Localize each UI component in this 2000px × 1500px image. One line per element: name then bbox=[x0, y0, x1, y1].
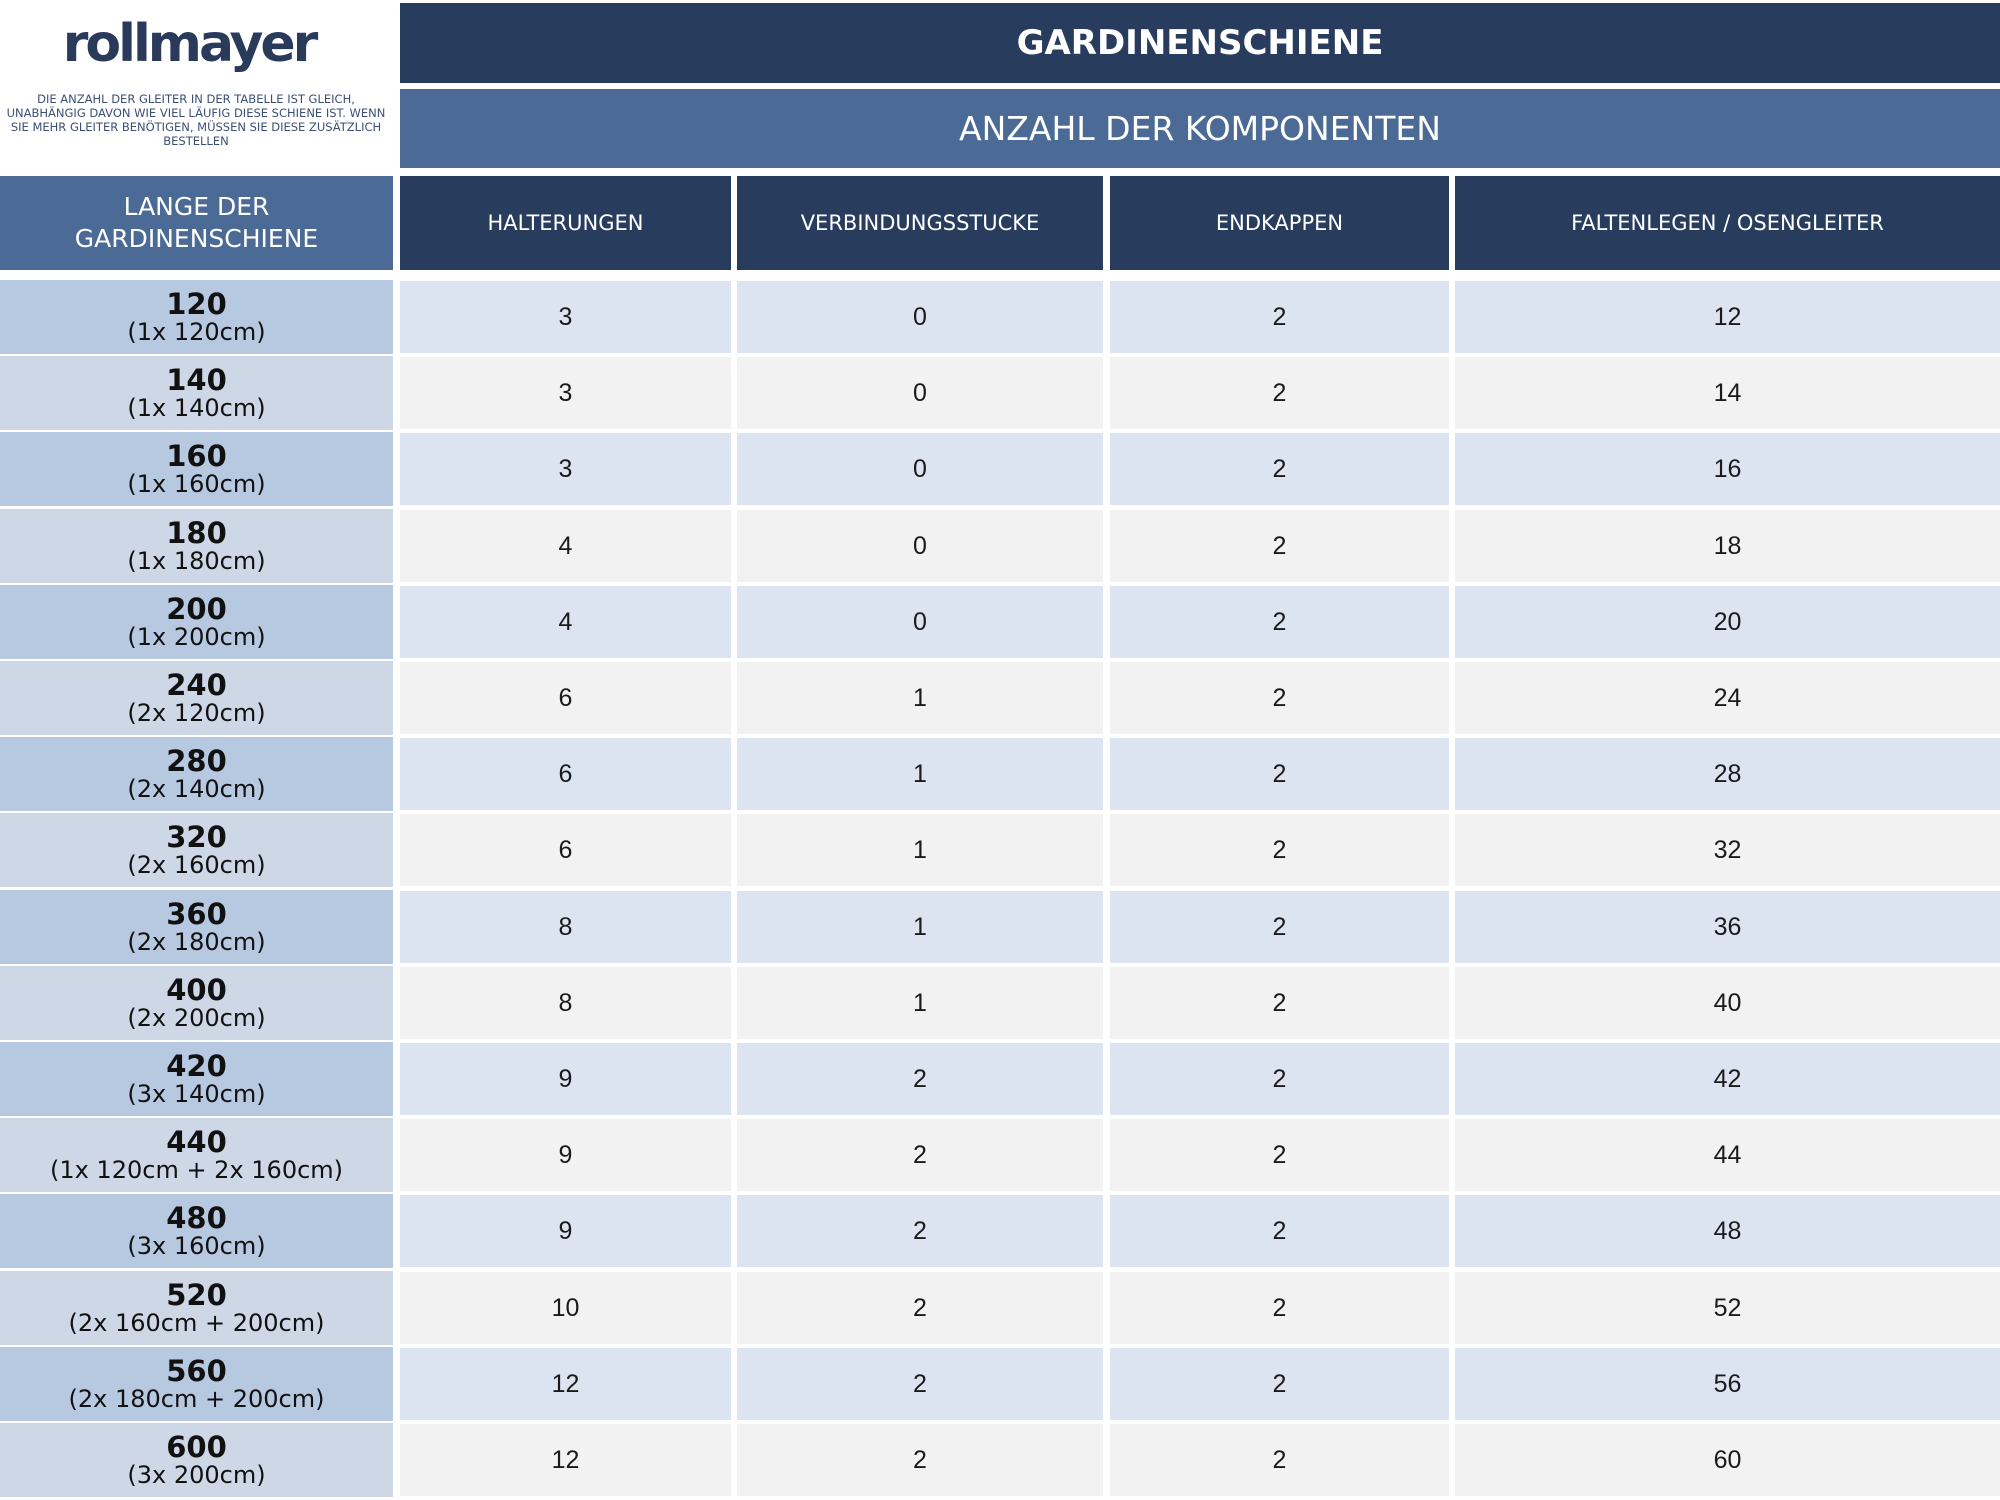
table-cell: 2 bbox=[1110, 586, 1449, 658]
table-cell: 2 bbox=[737, 1272, 1103, 1344]
length-composition: (1x 160cm) bbox=[127, 470, 266, 498]
length-composition: (1x 200cm) bbox=[127, 623, 266, 651]
table-subtitle: ANZAHL DER KOMPONENTEN bbox=[400, 89, 2000, 168]
length-cell bbox=[0, 585, 393, 659]
length-cell bbox=[0, 1271, 393, 1345]
length-value: 180 bbox=[166, 516, 227, 550]
table-cell: 6 bbox=[400, 738, 731, 810]
table-cell: 2 bbox=[737, 1195, 1103, 1267]
length-value: 240 bbox=[166, 668, 227, 702]
column-header-halterungen: HALTERUNGEN bbox=[400, 176, 731, 270]
table-cell: 3 bbox=[400, 433, 731, 505]
table-cell: 14 bbox=[1455, 357, 2000, 429]
table-cell: 4 bbox=[400, 510, 731, 582]
table-cell: 10 bbox=[400, 1272, 731, 1344]
table-cell: 1 bbox=[737, 662, 1103, 734]
length-value: 440 bbox=[166, 1125, 227, 1159]
table-cell: 6 bbox=[400, 662, 731, 734]
table-cell: 24 bbox=[1455, 662, 2000, 734]
table-cell: 2 bbox=[1110, 357, 1449, 429]
table-cell: 9 bbox=[400, 1195, 731, 1267]
length-value: 420 bbox=[166, 1049, 227, 1083]
table-cell: 4 bbox=[400, 586, 731, 658]
table-cell: 2 bbox=[1110, 433, 1449, 505]
table-cell: 3 bbox=[400, 357, 731, 429]
length-composition: (2x 160cm + 200cm) bbox=[68, 1309, 325, 1337]
length-composition: (2x 160cm) bbox=[127, 851, 266, 879]
table-cell: 2 bbox=[737, 1119, 1103, 1191]
table-cell: 52 bbox=[1455, 1272, 2000, 1344]
table-cell: 60 bbox=[1455, 1424, 2000, 1496]
length-cell bbox=[0, 966, 393, 1040]
table-cell: 1 bbox=[737, 814, 1103, 886]
table-cell: 2 bbox=[1110, 1424, 1449, 1496]
length-value: 520 bbox=[166, 1278, 227, 1312]
table-cell: 2 bbox=[1110, 510, 1449, 582]
table-cell: 2 bbox=[1110, 738, 1449, 810]
glider-note: DIE ANZAHL DER GLEITER IN DER TABELLE IST GLEICH, UNABHÄNGIG DAVON WIE VIEL LÄUFIG DIESE SCHIENE IST. WENN SIE MEHR GLEITER BENÖTIGEN, MÜSSEN SIE DIESE ZUSÄTZLICH BESTELLEN bbox=[6, 92, 386, 148]
length-cell bbox=[0, 890, 393, 964]
length-cell bbox=[0, 280, 393, 354]
length-value: 140 bbox=[166, 363, 227, 397]
table-cell: 2 bbox=[1110, 1348, 1449, 1420]
length-value: 320 bbox=[166, 820, 227, 854]
length-cell bbox=[0, 509, 393, 583]
table-cell: 2 bbox=[1110, 1195, 1449, 1267]
table-cell: 2 bbox=[1110, 967, 1449, 1039]
length-composition: (2x 200cm) bbox=[127, 1004, 266, 1032]
length-cell bbox=[0, 737, 393, 811]
length-column-header: LANGE DER GARDINENSCHIENE bbox=[0, 176, 393, 270]
table-cell: 1 bbox=[737, 967, 1103, 1039]
length-cell bbox=[0, 432, 393, 506]
table-cell: 20 bbox=[1455, 586, 2000, 658]
table-cell: 0 bbox=[737, 586, 1103, 658]
length-value: 360 bbox=[166, 897, 227, 931]
length-cell bbox=[0, 356, 393, 430]
table-cell: 6 bbox=[400, 814, 731, 886]
table-cell: 12 bbox=[1455, 281, 2000, 353]
length-composition: (3x 160cm) bbox=[127, 1232, 266, 1260]
length-composition: (1x 120cm) bbox=[127, 318, 266, 346]
length-composition: (2x 140cm) bbox=[127, 775, 266, 803]
length-value: 480 bbox=[166, 1201, 227, 1235]
length-cell bbox=[0, 1347, 393, 1421]
length-composition: (3x 140cm) bbox=[127, 1080, 266, 1108]
column-header-verbindungsstucke: VERBINDUNGSSTUCKE bbox=[737, 176, 1103, 270]
column-header-faltenlegen-osengleiter: FALTENLEGEN / OSENGLEITER bbox=[1455, 176, 2000, 270]
length-composition: (3x 200cm) bbox=[127, 1461, 266, 1489]
table-cell: 2 bbox=[1110, 814, 1449, 886]
table-cell: 2 bbox=[1110, 1119, 1449, 1191]
table-cell: 40 bbox=[1455, 967, 2000, 1039]
table-cell: 0 bbox=[737, 510, 1103, 582]
table-cell: 3 bbox=[400, 281, 731, 353]
table-cell: 0 bbox=[737, 433, 1103, 505]
length-cell bbox=[0, 1118, 393, 1192]
length-composition: (1x 180cm) bbox=[127, 547, 266, 575]
table-cell: 12 bbox=[400, 1348, 731, 1420]
length-cell bbox=[0, 1423, 393, 1497]
table-cell: 28 bbox=[1455, 738, 2000, 810]
length-cell bbox=[0, 1194, 393, 1268]
table-cell: 44 bbox=[1455, 1119, 2000, 1191]
table-title: GARDINENSCHIENE bbox=[400, 3, 2000, 83]
table-cell: 2 bbox=[1110, 662, 1449, 734]
table-cell: 2 bbox=[1110, 891, 1449, 963]
column-header-endkappen: ENDKAPPEN bbox=[1110, 176, 1449, 270]
table-cell: 2 bbox=[1110, 1272, 1449, 1344]
length-composition: (1x 120cm + 2x 160cm) bbox=[49, 1156, 344, 1184]
table-cell: 32 bbox=[1455, 814, 2000, 886]
table-cell: 2 bbox=[737, 1348, 1103, 1420]
table-cell: 8 bbox=[400, 967, 731, 1039]
table-cell: 2 bbox=[1110, 1043, 1449, 1115]
table-cell: 48 bbox=[1455, 1195, 2000, 1267]
length-value: 400 bbox=[166, 973, 227, 1007]
length-value: 120 bbox=[166, 287, 227, 321]
length-value: 200 bbox=[166, 592, 227, 626]
brand-logo: rollmayer bbox=[62, 14, 316, 74]
length-cell bbox=[0, 1042, 393, 1116]
table-cell: 2 bbox=[737, 1424, 1103, 1496]
length-cell bbox=[0, 813, 393, 887]
table-cell: 1 bbox=[737, 738, 1103, 810]
table-cell: 2 bbox=[1110, 281, 1449, 353]
table-cell: 18 bbox=[1455, 510, 2000, 582]
length-composition: (1x 140cm) bbox=[127, 394, 266, 422]
table-cell: 2 bbox=[737, 1043, 1103, 1115]
table-cell: 9 bbox=[400, 1043, 731, 1115]
length-value: 160 bbox=[166, 439, 227, 473]
table-cell: 56 bbox=[1455, 1348, 2000, 1420]
length-value: 280 bbox=[166, 744, 227, 778]
length-value: 560 bbox=[166, 1354, 227, 1388]
table-cell: 0 bbox=[737, 357, 1103, 429]
table-cell: 8 bbox=[400, 891, 731, 963]
length-cell bbox=[0, 661, 393, 735]
table-cell: 1 bbox=[737, 891, 1103, 963]
length-composition: (2x 120cm) bbox=[127, 699, 266, 727]
table-cell: 42 bbox=[1455, 1043, 2000, 1115]
length-value: 600 bbox=[166, 1430, 227, 1464]
table-cell: 9 bbox=[400, 1119, 731, 1191]
table-cell: 0 bbox=[737, 281, 1103, 353]
table-cell: 16 bbox=[1455, 433, 2000, 505]
table-cell: 12 bbox=[400, 1424, 731, 1496]
length-composition: (2x 180cm + 200cm) bbox=[68, 1385, 325, 1413]
length-composition: (2x 180cm) bbox=[127, 928, 266, 956]
table-cell: 36 bbox=[1455, 891, 2000, 963]
